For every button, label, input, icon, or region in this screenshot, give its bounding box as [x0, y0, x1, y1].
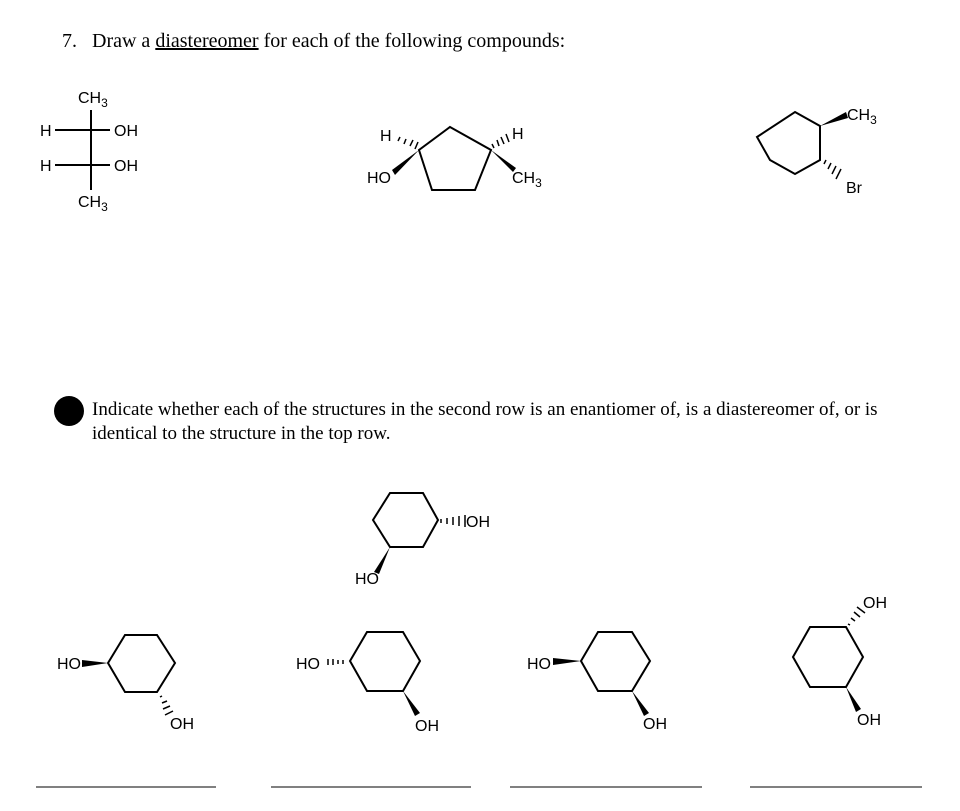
- option-4-oh-top-label: OH: [863, 595, 887, 612]
- reference-oh-label: OH: [466, 514, 490, 531]
- br-hash-bond: [824, 160, 826, 164]
- question-number: 7.: [62, 30, 77, 52]
- option-2-oh-label: OH: [415, 718, 439, 735]
- cyclopentane-ring: [419, 127, 491, 190]
- cyclopentane-h-left: H: [380, 128, 392, 145]
- option-3-ring: [581, 632, 650, 691]
- fischer-row2-right: OH: [114, 158, 138, 175]
- question-text-start: Draw a: [92, 30, 156, 52]
- hash-bond-right: [501, 137, 504, 144]
- cyclopentane-ch3: $CH_3$: [512, 170, 542, 190]
- hash-bond-left: [398, 137, 400, 141]
- fischer-projection: [40, 90, 138, 214]
- option-1-structure: [57, 635, 194, 733]
- hash-bond-left: [410, 140, 413, 146]
- cyclopentane-ho: HO: [367, 170, 391, 187]
- option-1-hash-bond: [160, 696, 162, 697]
- ch3-wedge-bond: [491, 150, 516, 172]
- option-4-hash-bond: [854, 612, 860, 617]
- hash-bond-right: [506, 134, 509, 142]
- option-1-oh-label: OH: [170, 716, 194, 733]
- option-3-structure: [527, 632, 667, 733]
- br-hash-bond: [828, 163, 831, 169]
- cyclohexane-top-ch3: $CH_3$: [847, 107, 877, 127]
- fischer-row1-right: OH: [114, 123, 138, 140]
- option-2-ho-label: HO: [296, 656, 320, 673]
- option-4-structure: [793, 595, 887, 729]
- option-2-ring: [350, 632, 420, 691]
- option-1-wedge-bond: [82, 660, 108, 667]
- option-1-hash-bond: [165, 711, 173, 715]
- reference-ring: [373, 493, 438, 547]
- fischer-row2-left: H: [40, 158, 52, 175]
- option-1-ring: [108, 635, 175, 692]
- hash-bond-right: [497, 140, 499, 146]
- cyclohexane-top-structure: [757, 107, 877, 197]
- reference-wedge-bond: [374, 547, 390, 574]
- option-1-ho-label: HO: [57, 656, 81, 673]
- option-2-wedge-bond: [403, 691, 420, 716]
- hash-bond-left: [404, 139, 406, 144]
- option-3-oh-label: OH: [643, 716, 667, 733]
- cyclopentane-structure: [367, 126, 542, 190]
- option-4-oh-bottom-label: OH: [857, 712, 881, 729]
- option-4-hash-bond: [848, 624, 850, 625]
- hash-bond-right: [492, 144, 494, 148]
- question-text-end: for each of the following compounds:: [258, 30, 566, 52]
- underlined-term: diastereomer: [155, 30, 259, 52]
- reference-structure: [355, 493, 490, 588]
- ch3-wedge-bond: [820, 112, 848, 126]
- option-4-hash-bond: [851, 618, 855, 621]
- fischer-top-group: $CH_3$: [78, 90, 108, 110]
- br-hash-bond: [832, 166, 836, 174]
- hash-bond-left: [415, 142, 418, 149]
- cyclohexane-top-br: Br: [846, 180, 862, 197]
- option-3-wedge-bond: [632, 691, 649, 716]
- br-hash-bond: [836, 169, 841, 179]
- cyclopentane-h-right: H: [512, 126, 524, 143]
- option-3-wedge-bond: [553, 658, 581, 665]
- ho-wedge-bond: [392, 150, 419, 175]
- option-1-hash-bond: [163, 706, 170, 709]
- fischer-bottom-group: $CH_3$: [78, 194, 108, 214]
- fischer-row1-left: H: [40, 123, 52, 140]
- option-4-ring: [793, 627, 863, 687]
- option-4-wedge-bond: [846, 687, 861, 712]
- option-2-structure: [296, 632, 439, 735]
- option-1-hash-bond: [162, 701, 167, 703]
- reference-ho-label: HO: [355, 571, 379, 588]
- option-3-ho-label: HO: [527, 656, 551, 673]
- cyclohexane-top-ring: [757, 112, 820, 174]
- instruction-text: Indicate whether each of the structures in the second row is an enantiomer of, is a diastereomer of, or is identical to the structure in the top row.: [92, 399, 878, 444]
